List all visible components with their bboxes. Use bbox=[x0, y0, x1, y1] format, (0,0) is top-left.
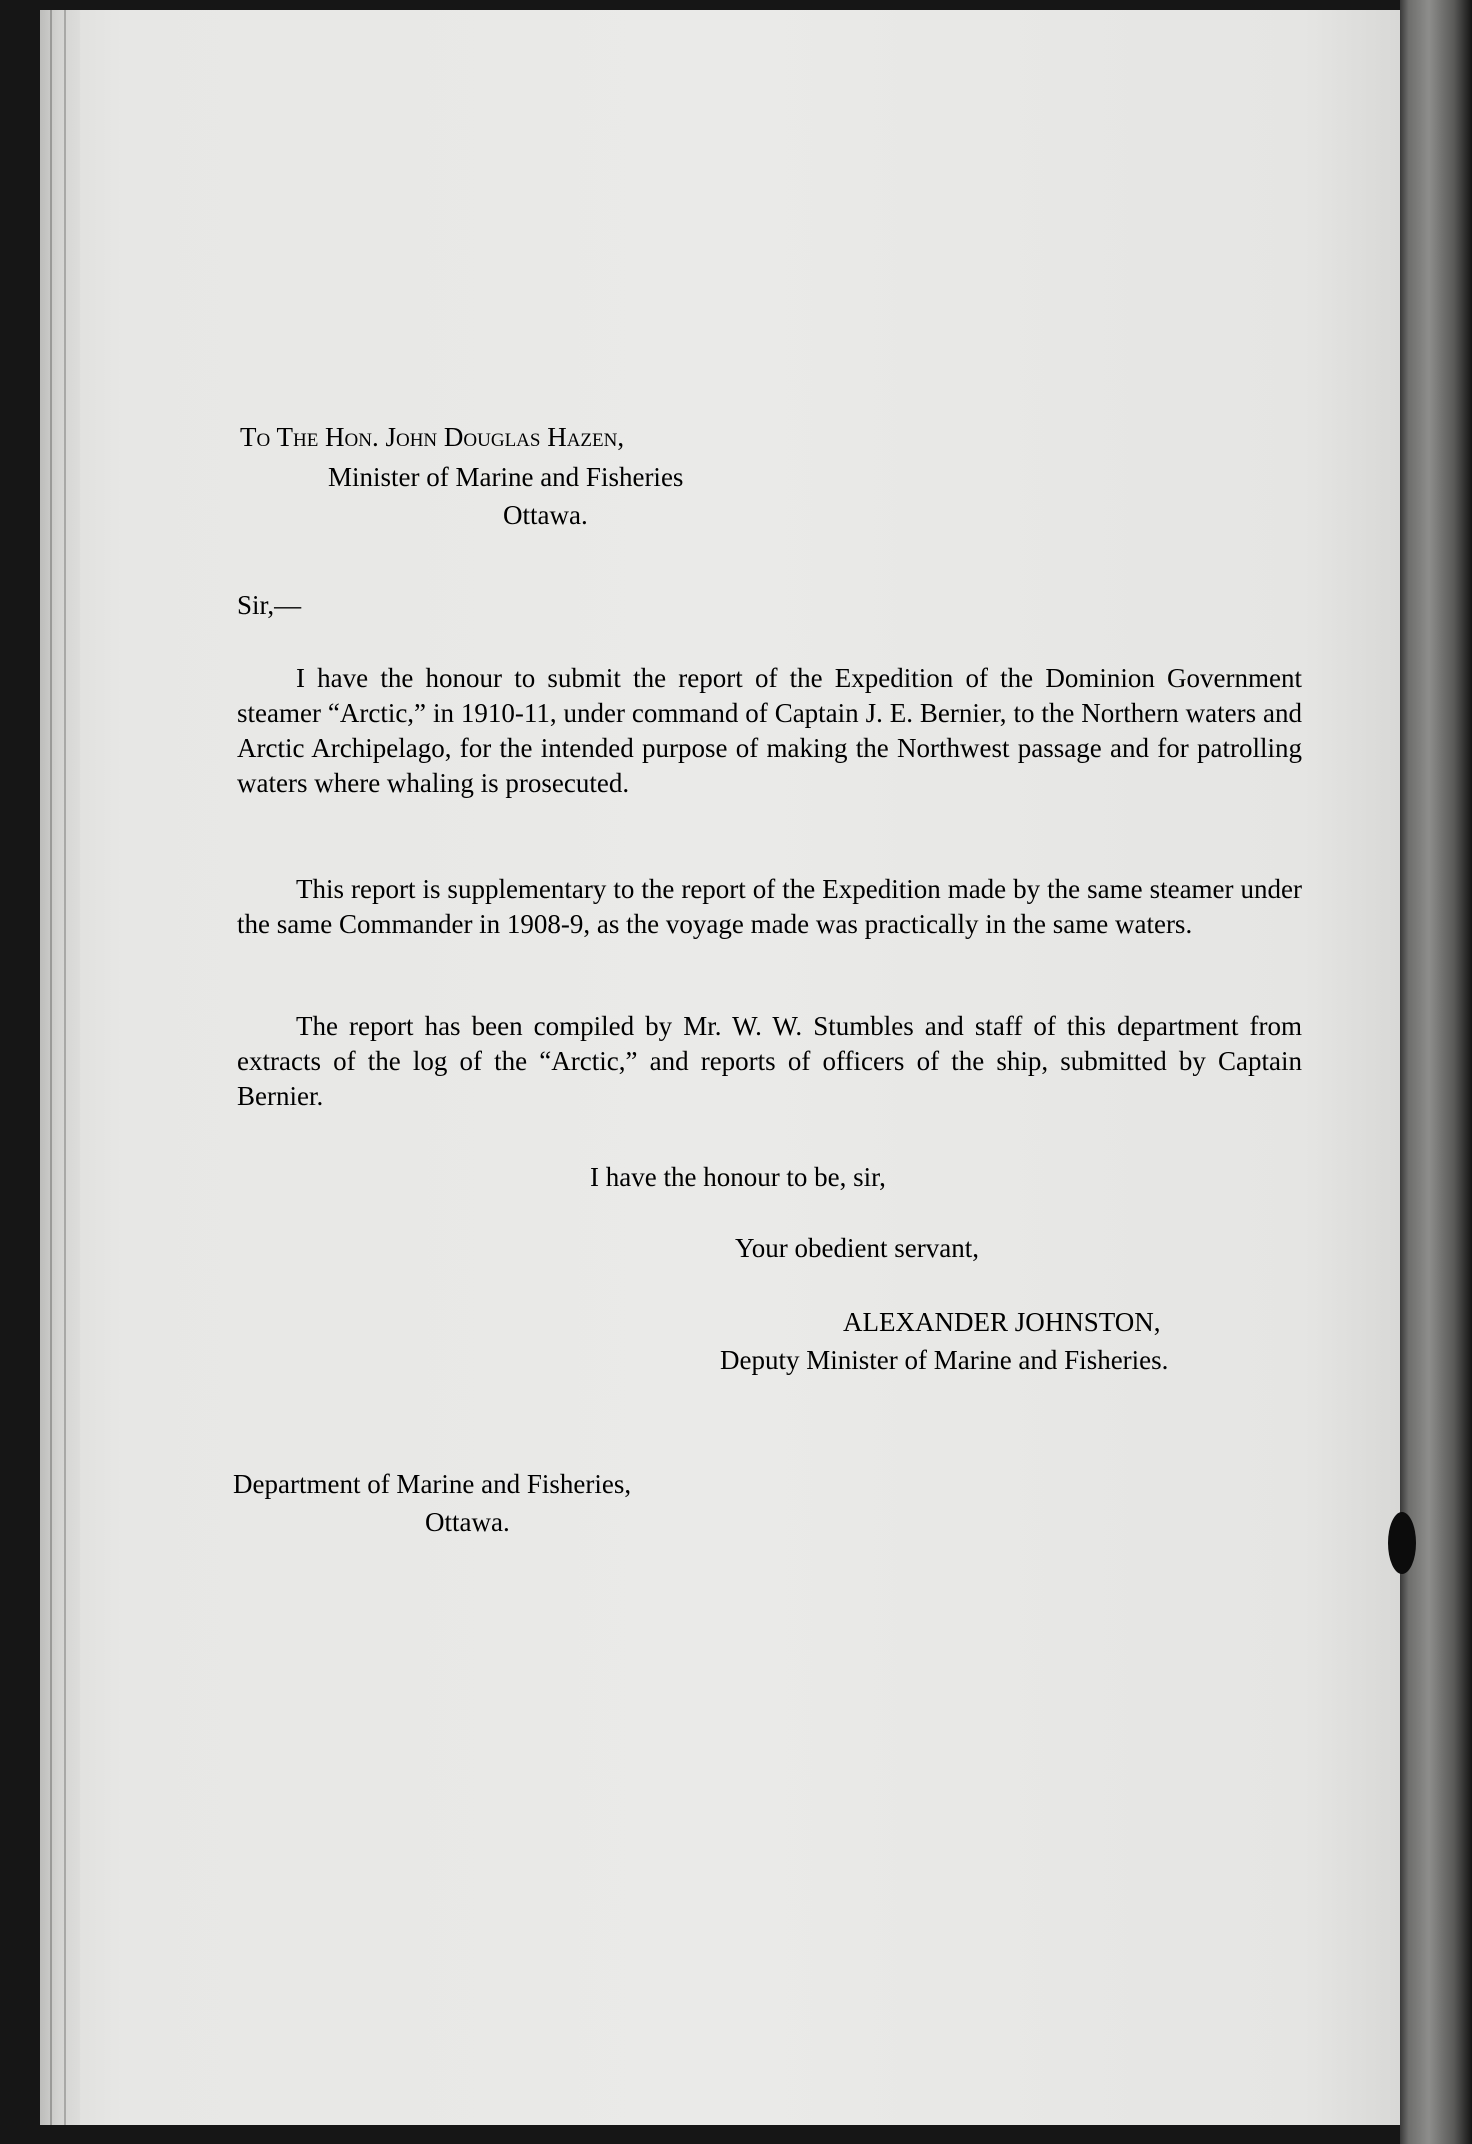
closing-servant: Your obedient servant, bbox=[735, 1233, 979, 1263]
signatory-name: ALEXANDER JOHNSTON, bbox=[843, 1307, 1161, 1337]
body-paragraph-3: The report has been compiled by Mr. W. W. Stumbles and staff of this department from extracts of the log of the “Arctic,” and reports of officers of the ship, submitted by Captain Bernier. bbox=[237, 1011, 1302, 1111]
book-spine bbox=[1400, 0, 1472, 2144]
recipient-title: Minister of Marine and Fisheries bbox=[328, 462, 684, 492]
salutation: Sir,— bbox=[237, 590, 302, 620]
signatory-title: Deputy Minister of Marine and Fisheries. bbox=[720, 1345, 1169, 1375]
department-name: Department of Marine and Fisheries, bbox=[233, 1469, 632, 1499]
closing-line: I have the honour to be, sir, bbox=[590, 1162, 886, 1192]
recipient-line: To The Hon. John Douglas Hazen, bbox=[240, 422, 625, 452]
body-paragraph-1: I have the honour to submit the report of the Expedition of the Dominion Government steamer “Arctic,” in 1910-11, under command of Captain J. E. Bernier, to the Northern waters and Arctic Archipelago, for the intended purpose of making the Northwest passage and for patrolling waters where whaling is prosecuted. bbox=[237, 663, 1302, 798]
binding-mark bbox=[1388, 1512, 1416, 1574]
recipient-city: Ottawa. bbox=[503, 500, 588, 530]
body-paragraph-2: This report is supplementary to the report of the Expedition made by the same steamer under the same Commander in 1908-9, as the voyage made was practically in the same waters. bbox=[237, 874, 1302, 939]
department-city: Ottawa. bbox=[425, 1507, 510, 1537]
page-left-edge bbox=[40, 10, 80, 2125]
